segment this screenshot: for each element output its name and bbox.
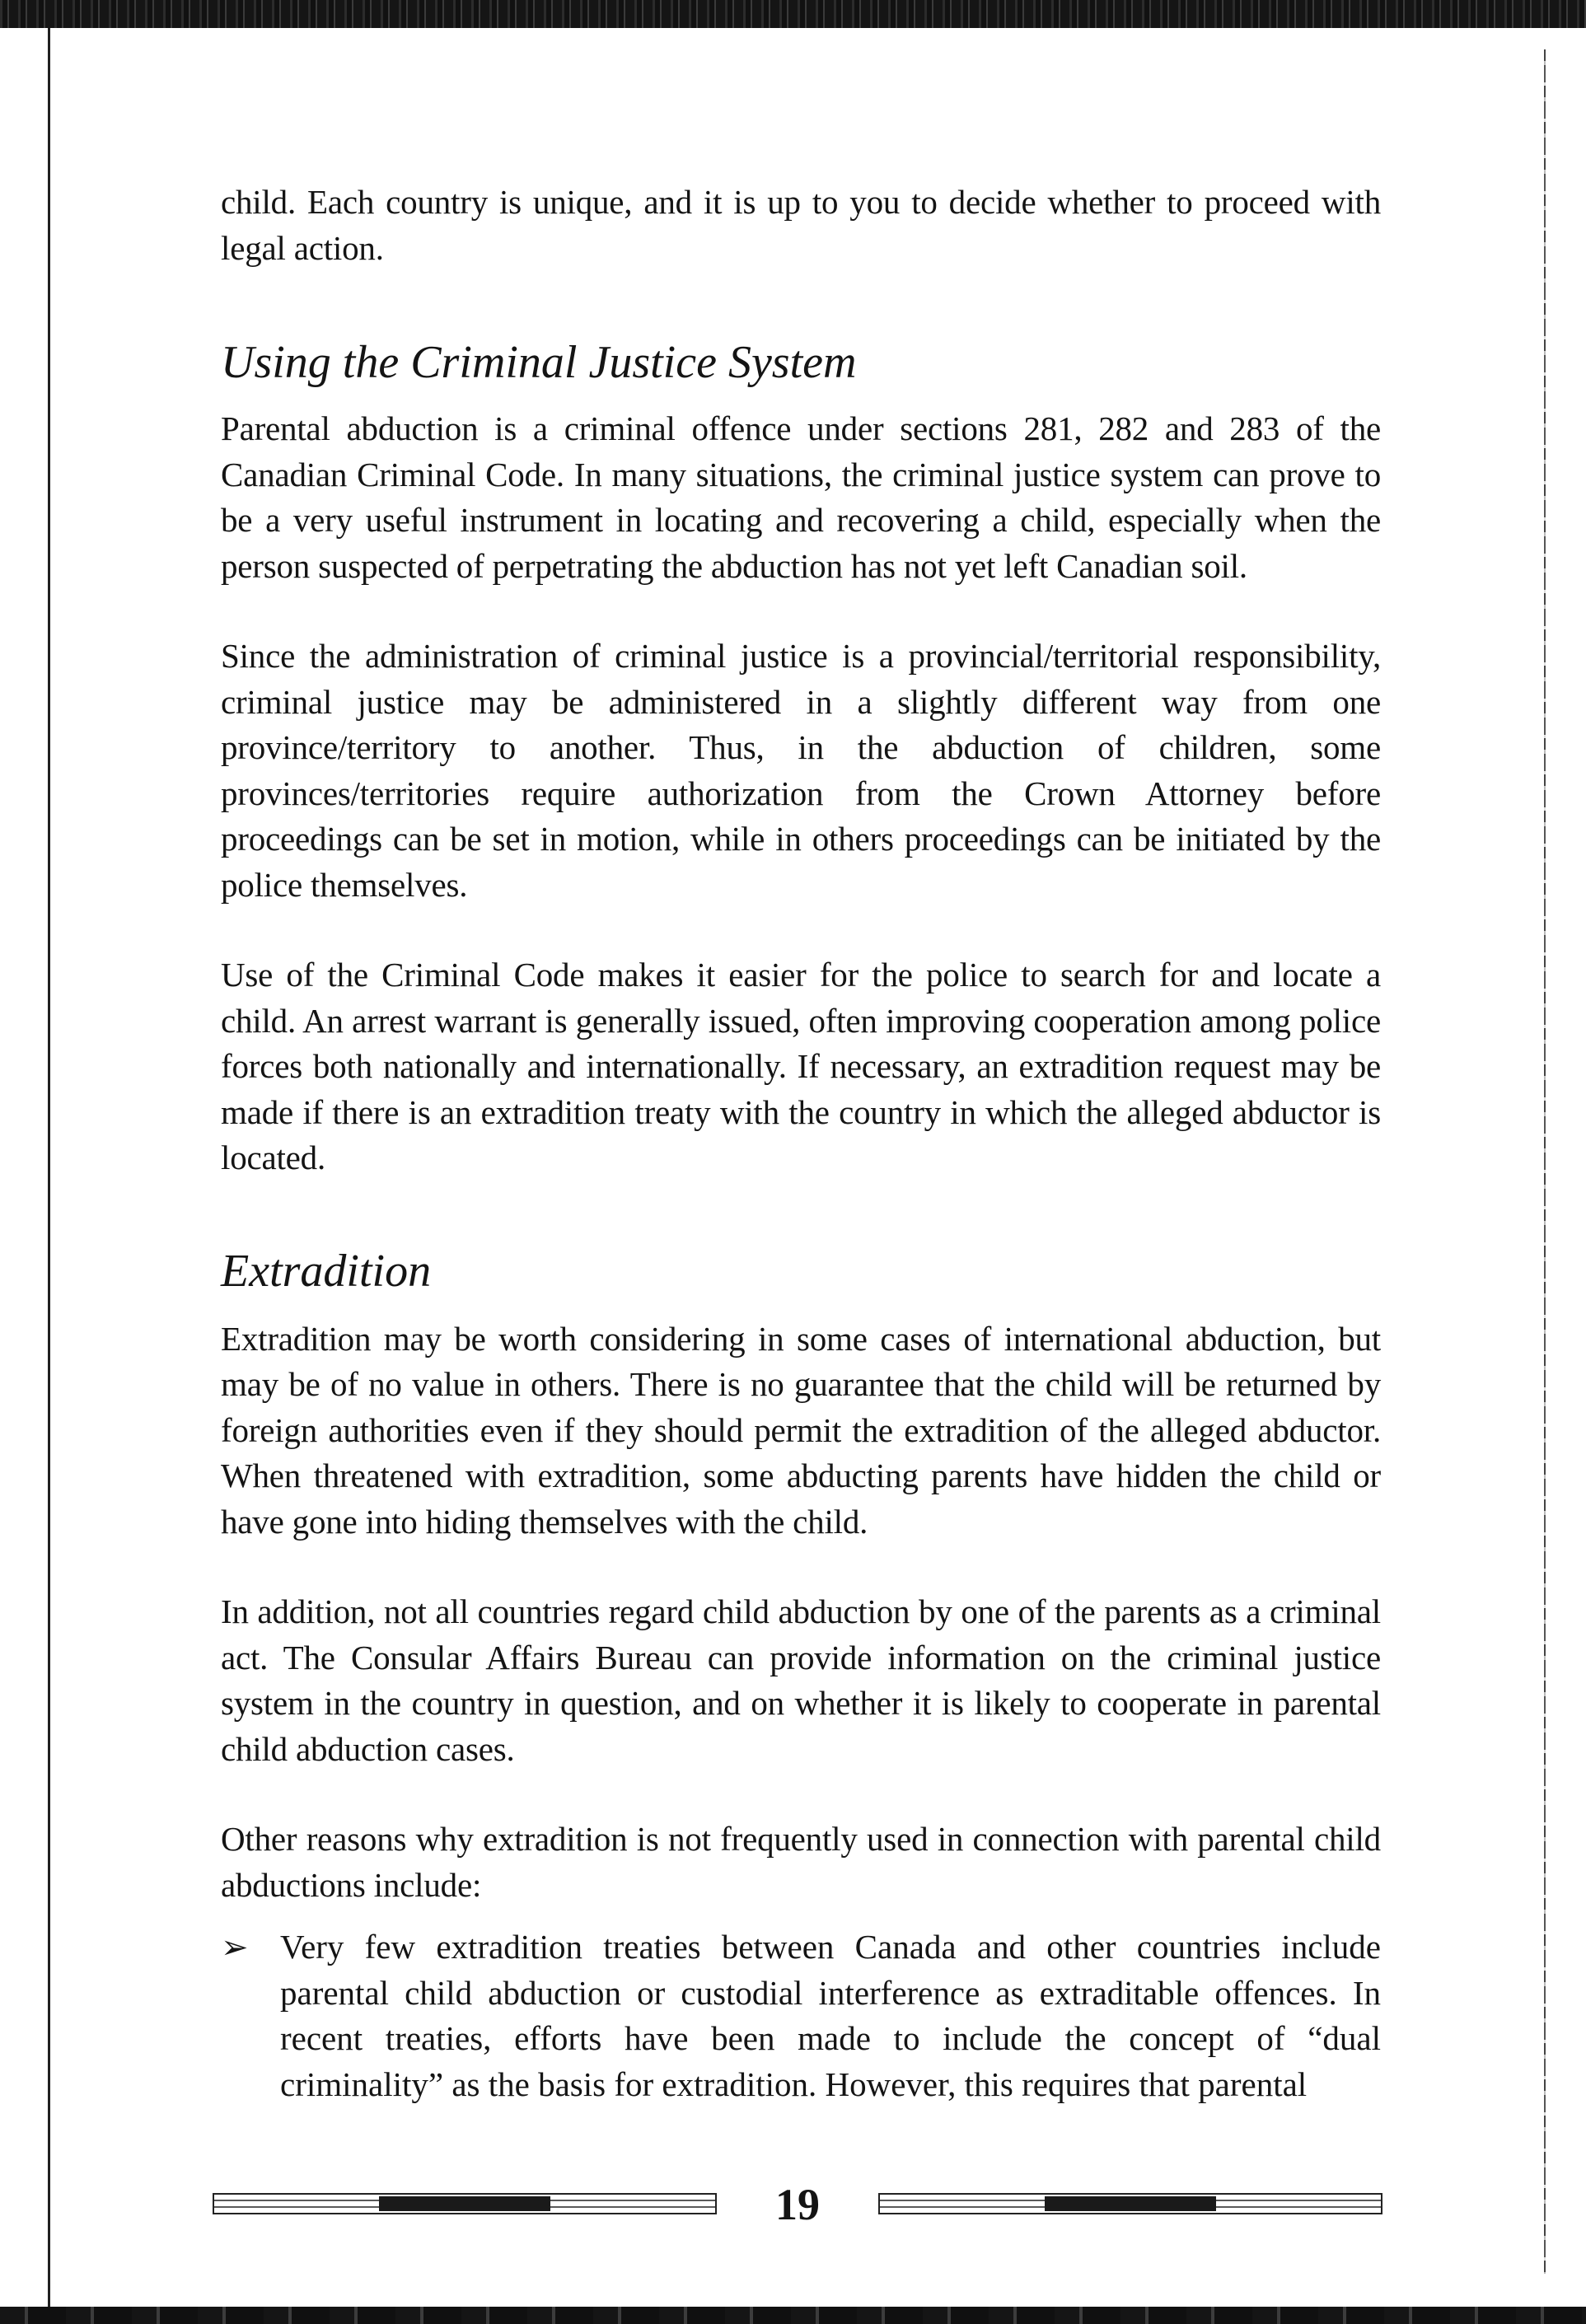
footer-ornament-left bbox=[213, 2193, 717, 2214]
paragraph: Other reasons why extradition is not frequently used in connection with parental child abductions include: bbox=[221, 1820, 1381, 1904]
section-heading-extradition: Extradition bbox=[221, 1245, 432, 1297]
page-content bbox=[221, 180, 1381, 2107]
paragraph: Parental abduction is a criminal offence under sections 281, 282 and 283 of the Canadian Criminal Code. In many situations, the criminal justice system can prove to be a very useful instrument in locating and recovering a child, especially when the person suspected of perpetrating the abduction has not yet left Canadian soil. bbox=[221, 409, 1381, 585]
footer-ornament-right bbox=[878, 2193, 1382, 2214]
paragraph: Use of the Criminal Code makes it easier for the police to search for and locate a child. An arrest warrant is generally issued, often improving cooperation among police forces both nationally and internationally. If necessary, an extradition request may be made if there is an extradition treaty with the country in which the alleged abductor is located. bbox=[221, 956, 1381, 1176]
intro-paragraph: child. Each country is unique, and it is up to you to decide whether to proceed with legal action. bbox=[221, 183, 1381, 267]
page-number: 19 bbox=[775, 2180, 820, 2229]
arrow-bullet-icon: ➢ bbox=[221, 1929, 249, 1966]
scan-left-edge bbox=[48, 28, 50, 2310]
paragraph: In addition, not all countries regard child abduction by one of the parents as a criminal act. The Consular Affairs Bureau can provide information on the criminal justice system in the country in question, and on whether it is likely to cooperate in parental child abduction cases. bbox=[221, 1592, 1381, 1768]
paragraph: Since the administration of criminal justice is a provincial/territorial responsibility, criminal justice may be administered in a slightly different way from one province/territory to another. Thus, in the abduction of children, some provinces/territories require authorization from the Crown Attorney before proceedings can be set in motion, while in others proceedings can be initiated by the police themselves. bbox=[221, 637, 1381, 904]
scan-bottom-edge bbox=[0, 2307, 1586, 2324]
scan-right-edge bbox=[1544, 49, 1546, 2274]
page-footer bbox=[213, 2180, 1382, 2229]
reasons-list bbox=[221, 1924, 1381, 2107]
list-item-text: Very few extradition treaties between Canada and other countries include parental child abduction or custodial interference as extraditable offences. In recent treaties, efforts have been made to include the concept of “dual criminality” as the basis for extradition. However, this requires that parental bbox=[280, 1928, 1381, 2103]
list-item bbox=[221, 1924, 1381, 2107]
section-heading-criminal-justice: Using the Criminal Justice System bbox=[221, 337, 857, 388]
scan-top-edge bbox=[0, 0, 1586, 28]
paragraph: Extradition may be worth considering in some cases of international abduction, but may be of no value in others. There is no guarantee that the child will be returned by foreign authorities even if they should permit the extradition of the alleged abductor. When threatened with extradition, some abducting parents have hidden the child or have gone into hiding themselves with the child. bbox=[221, 1319, 1381, 1541]
